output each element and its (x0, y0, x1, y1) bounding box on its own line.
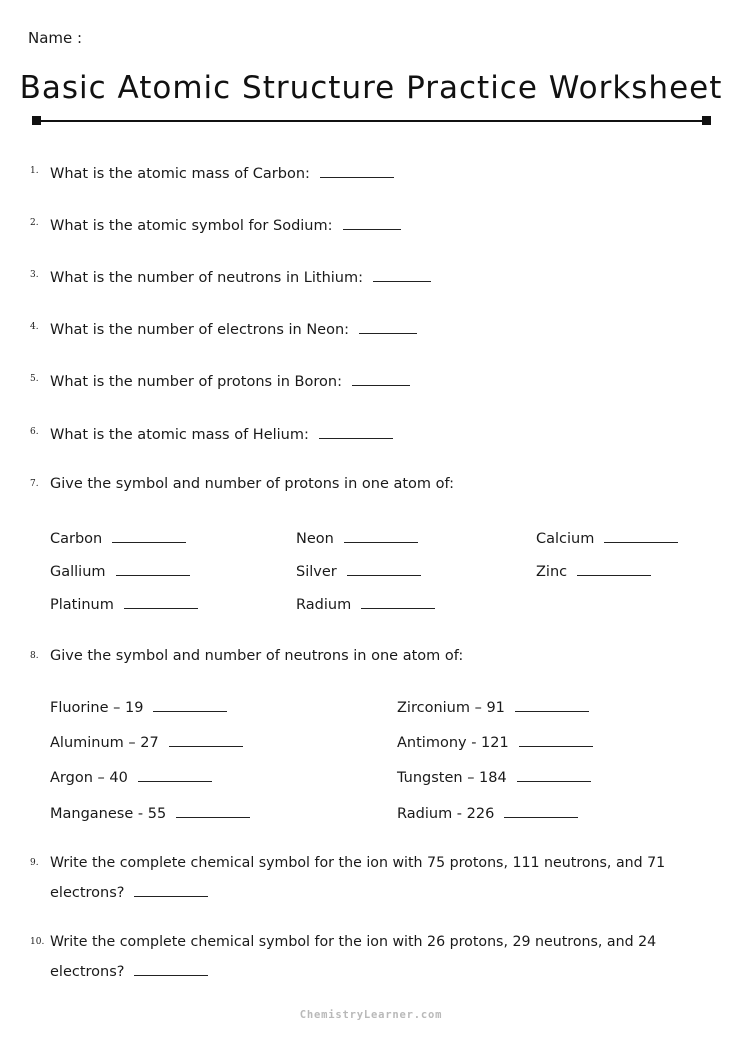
answer-blank[interactable] (124, 594, 198, 609)
question-5 (50, 371, 410, 390)
answer-blank[interactable] (169, 732, 243, 747)
question-number: 6. (30, 427, 39, 437)
answer-blank[interactable] (320, 163, 394, 178)
answer-blank[interactable] (504, 803, 578, 818)
item-label: Tungsten – 184 (397, 770, 507, 786)
question-number: 3. (30, 270, 39, 280)
question-number: 5. (30, 374, 39, 384)
item-label: Silver (296, 564, 337, 580)
q7-item (296, 561, 421, 580)
question-number: 10. (30, 937, 45, 947)
q7-item (50, 528, 186, 547)
question-number: 1. (30, 166, 39, 176)
question-text: What is the number of protons in Boron: (50, 374, 342, 390)
question-2 (50, 215, 401, 234)
q7-item (50, 561, 190, 580)
answer-blank[interactable] (604, 528, 678, 543)
item-label: Radium - 226 (397, 806, 495, 822)
q7-item (296, 594, 435, 613)
q8-item (50, 803, 250, 822)
answer-blank[interactable] (319, 424, 393, 439)
question-10-line2 (50, 961, 208, 980)
question-1 (50, 163, 394, 182)
question-text: What is the number of electrons in Neon: (50, 322, 350, 338)
question-text: What is the number of neutrons in Lithium: (50, 270, 363, 286)
footer-credit: ChemistryLearner.com (299, 1009, 443, 1021)
q8-item (397, 732, 593, 751)
answer-blank[interactable] (517, 767, 591, 782)
answer-blank[interactable] (361, 594, 435, 609)
q8-item (397, 767, 591, 786)
question-number: 9. (30, 858, 39, 868)
q8-item (50, 697, 227, 716)
item-label: Manganese - 55 (50, 806, 167, 822)
answer-blank[interactable] (359, 319, 417, 334)
question-7: Give the symbol and number of protons in one atom of: (50, 476, 454, 492)
item-label: Zirconium – 91 (397, 700, 505, 716)
question-3 (50, 267, 431, 286)
answer-blank[interactable] (153, 697, 227, 712)
answer-blank[interactable] (577, 561, 651, 576)
divider-end-right (702, 116, 711, 125)
answer-blank[interactable] (134, 882, 208, 897)
question-10-line1: Write the complete chemical symbol for the ion with 26 protons, 29 neutrons, and 24 (50, 934, 657, 950)
item-label: Zinc (536, 564, 568, 580)
item-label: Calcium (536, 531, 595, 547)
answer-blank[interactable] (352, 371, 410, 386)
answer-blank[interactable] (373, 267, 431, 282)
question-number: 2. (30, 218, 39, 228)
question-number: 7. (30, 479, 39, 489)
q7-item (536, 528, 678, 547)
item-label: Antimony - 121 (397, 735, 509, 751)
item-label: Radium (296, 597, 352, 613)
answer-blank[interactable] (176, 803, 250, 818)
answer-blank[interactable] (134, 961, 208, 976)
answer-blank[interactable] (347, 561, 421, 576)
question-4 (50, 319, 417, 338)
q8-item (397, 697, 589, 716)
question-text: What is the atomic mass of Helium: (50, 427, 309, 443)
item-label: Platinum (50, 597, 114, 613)
question-6 (50, 424, 393, 443)
item-label: Neon (296, 531, 334, 547)
question-text: What is the atomic symbol for Sodium: (50, 218, 333, 234)
item-label: Fluorine – 19 (50, 700, 144, 716)
question-number: 8. (30, 651, 39, 661)
divider-end-left (32, 116, 41, 125)
answer-blank[interactable] (112, 528, 186, 543)
answer-blank[interactable] (344, 528, 418, 543)
q8-item (50, 767, 212, 786)
item-label: Carbon (50, 531, 103, 547)
item-label: Gallium (50, 564, 106, 580)
question-8: Give the symbol and number of neutrons in one atom of: (50, 648, 464, 664)
question-text: electrons? (50, 885, 125, 901)
answer-blank[interactable] (515, 697, 589, 712)
q8-item (397, 803, 578, 822)
answer-blank[interactable] (138, 767, 212, 782)
question-9-line2 (50, 882, 208, 901)
item-label: Aluminum – 27 (50, 735, 159, 751)
title-divider (36, 120, 706, 122)
answer-blank[interactable] (519, 732, 593, 747)
question-text: electrons? (50, 964, 125, 980)
page-title: Basic Atomic Structure Practice Worksheet (19, 70, 723, 106)
item-label: Argon – 40 (50, 770, 128, 786)
question-number: 4. (30, 322, 39, 332)
answer-blank[interactable] (343, 215, 401, 230)
question-9-line1: Write the complete chemical symbol for the ion with 75 protons, 111 neutrons, and 71 (50, 855, 666, 871)
name-label: Name : (28, 29, 83, 47)
answer-blank[interactable] (116, 561, 190, 576)
q8-item (50, 732, 243, 751)
q7-item (536, 561, 651, 580)
question-text: What is the atomic mass of Carbon: (50, 166, 310, 182)
q7-item (50, 594, 198, 613)
q7-item (296, 528, 418, 547)
